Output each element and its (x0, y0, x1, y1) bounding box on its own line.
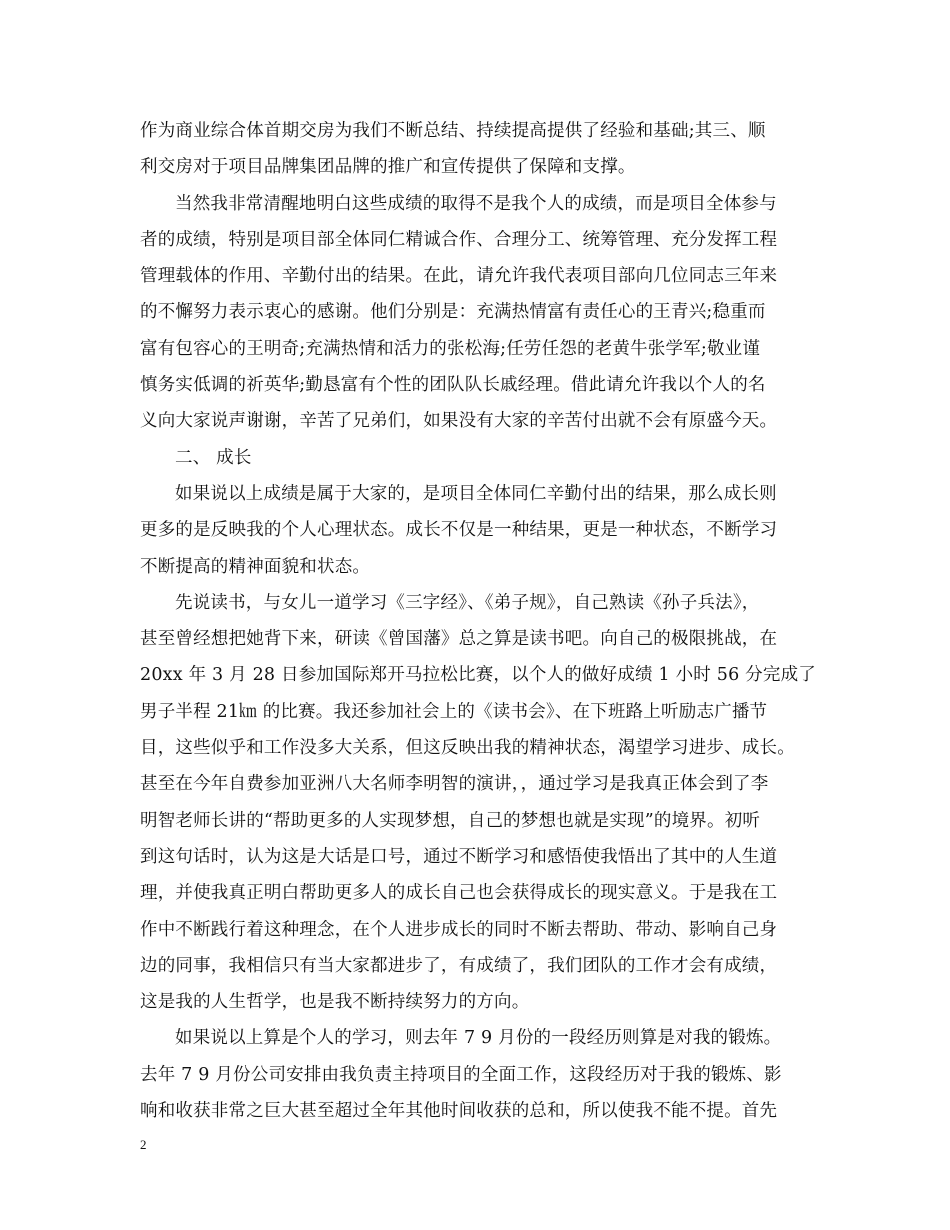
text-line: 甚至在今年自费参加亚洲八大名师李明智的演讲，，通过学习是我真正体会到了李 (140, 774, 769, 795)
text-line: 管理载体的作用、辛勤付出的结果。在此，请允许我代表项目部向几位同志三年来 (140, 266, 778, 287)
text-line: 甚至曾经想把她背下来，研读《曾国藩》总之算是读书吧。向自己的极限挑战，在 (140, 629, 778, 650)
text-line: 的不懈努力表示衷心的感谢。他们分别是：充满热情富有责任心的王青兴;稳重而 (140, 302, 766, 323)
text-line: 明智老师长讲的“帮助更多的人实现梦想，自己的梦想也就是实现”的境界。初听 (140, 810, 761, 831)
text-line: 这是我的人生哲学，也是我不断持续努力的方向。 (140, 992, 530, 1013)
section-heading: 二、 成长 (175, 447, 252, 468)
text-line: 边的同事，我相信只有当大家都进步了，有成绩了，我们团队的工作才会有成绩， (140, 955, 778, 976)
text-line: 慎务实低调的祈英华;勤恳富有个性的团队队长戚经理。借此请允许我以个人的名 (140, 375, 766, 396)
text-line: 作中不断践行着这种理念，在个人进步成长的同时不断去帮助、带动、影响自己身 (140, 919, 778, 940)
text-line: 响和收获非常之巨大甚至超过全年其他时间收获的总和，所以使我不能不提。首先 (140, 1101, 778, 1122)
text-line: 者的成绩，特别是项目部全体同仁精诚合作、合理分工、统筹管理、充分发挥工程 (140, 229, 778, 250)
text-line: 理，并使我真正明白帮助更多人的成长自己也会获得成长的现实意义。于是我在工 (140, 883, 778, 904)
text-line: 男子半程 21㎞ 的比赛。我还参加社会上的《读书会》、在下班路上听励志广播节 (140, 701, 768, 722)
text-line: 如果说以上成绩是属于大家的，是项目全体同仁辛勤付出的结果，那么成长则 (175, 483, 777, 504)
text-line: 更多的是反映我的个人心理状态。成长不仅是一种结果，更是一种状态，不断学习 (140, 520, 778, 541)
body-text (140, 113, 830, 1129)
text-line: 作为商业综合体首期交房为我们不断总结、持续提高提供了经验和基础;其三、顺 (140, 121, 766, 141)
page-number: 2 (140, 1137, 147, 1152)
text-line: 当然我非常清醒地明白这些成绩的取得不是我个人的成绩，而是项目全体参与 (175, 193, 777, 214)
text-line: 到这句话时，认为这是大话是口号，通过不断学习和感悟使我悟出了其中的人生道 (140, 846, 778, 867)
text-line: 目，这些似乎和工作没多大关系，但这反映出我的精神状态，渴望学习进步、成长。 (140, 738, 795, 759)
text-line: 先说读书，与女儿一道学习《三字经》、《弟子规》，自己熟读《孙子兵法》， (175, 592, 760, 613)
text-line: 富有包容心的王明奇;充满热情和活力的张松海;任劳任怨的老黄牛张学军;敬业谨 (140, 338, 761, 359)
text-line: 不断提高的精神面貌和状态。 (140, 556, 371, 577)
text-line: 义向大家说声谢谢，辛苦了兄弟们，如果没有大家的辛苦付出就不会有原盛今天。 (140, 411, 778, 432)
text-line: 20xx 年 3 月 28 日参加国际郑开马拉松比赛，以个人的做好成绩 1 小时 56 分完成了 (140, 665, 816, 686)
text-line: 如果说以上算是个人的学习，则去年 7 9 月份的一段经历则算是对我的锻炼。 (175, 1028, 782, 1049)
text-line: 利交房对于项目品牌集团品牌的推广和宣传提供了保障和支撑。 (140, 157, 636, 178)
text-line: 去年 7 9 月份公司安排由我负责主持项目的全面工作，这段经历对于我的锻炼、影 (140, 1064, 782, 1085)
